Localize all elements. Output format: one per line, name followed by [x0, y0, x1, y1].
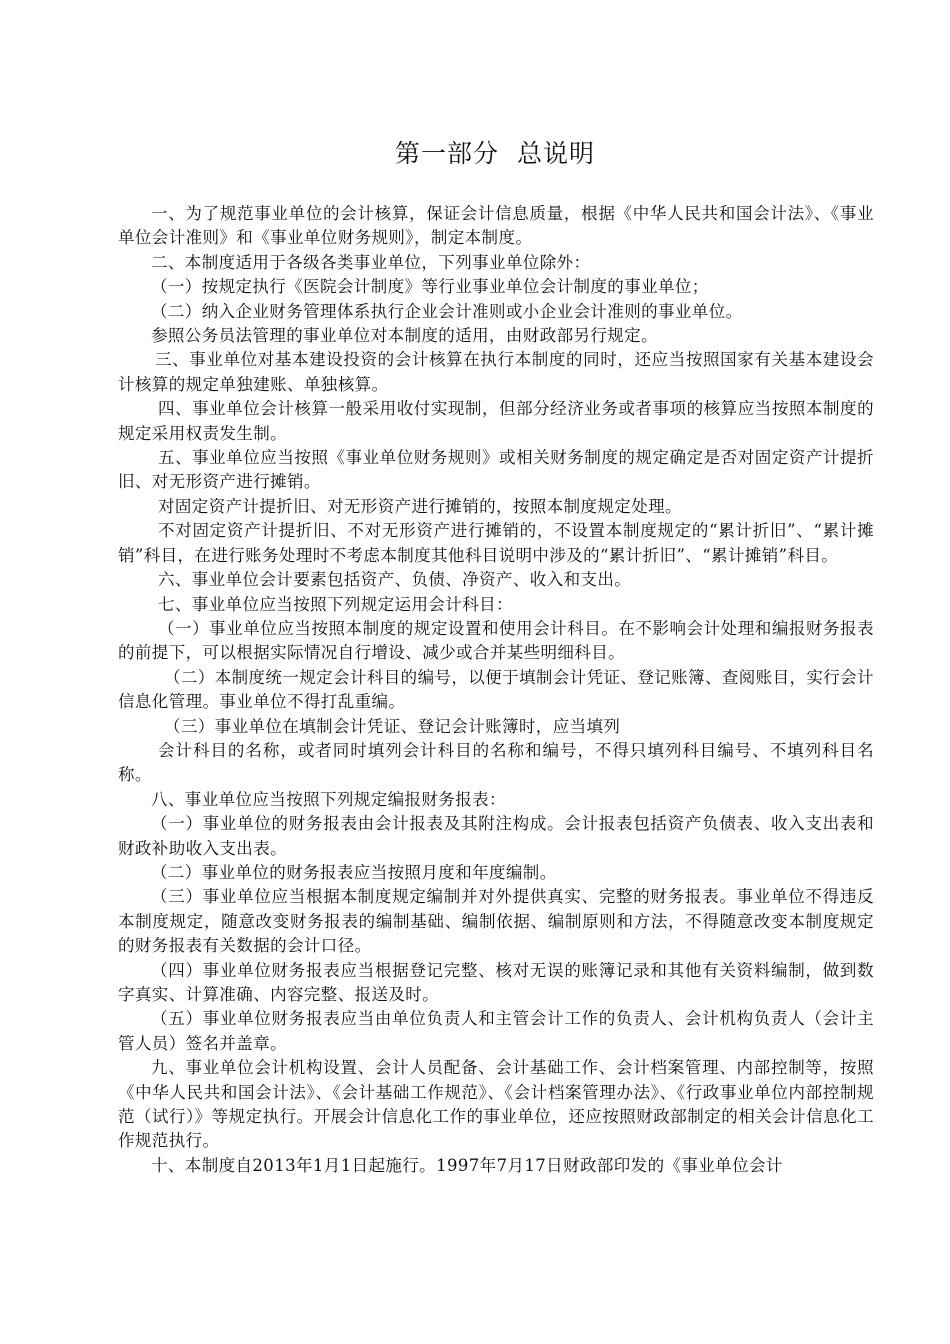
paragraph-1: 一、为了规范事业单位的会计核算，保证会计信息质量，根据《中华人民共和国会计法》、《事业单位会计准则》和《事业单位财务规则》，制定本制度。 [118, 204, 874, 248]
paragraph-18: （一）事业单位的财务报表由会计报表及其附注构成。会计报表包括资产负债表、收入支出表和财政补助收入支出表。 [118, 814, 874, 858]
paragraph-22: （五）事业单位财务报表应当由单位负责人和主管会计工作的负责人、会计机构负责人（会计主管人员）签名并盖章。 [118, 1009, 874, 1053]
paragraph-8: 五、事业单位应当按照《事业单位财务规则》或相关财务制度的规定确定是否对固定资产计提折旧、对无形资产进行摊销。 [118, 448, 874, 492]
paragraph-21: （四）事业单位财务报表应当根据登记完整、核对无误的账簿记录和其他有关资料编制，做到数字真实、计算准确、内容完整、报送及时。 [118, 960, 874, 1004]
paragraph-10: 不对固定资产计提折旧、不对无形资产进行摊销的，不设置本制度规定的“累计折旧”、“累计摊销”科目，在进行账务处理时不考虑本制度其他科目说明中涉及的“累计折旧”、“累计摊销”科目。 [118, 521, 874, 565]
paragraph-3: （一）按规定执行《医院会计制度》等行业事业单位会计制度的事业单位； [151, 277, 709, 297]
paragraph-13: （一）事业单位应当按照本制度的规定设置和使用会计科目。在不影响会计处理和编报财务报表的前提下，可以根据实际情况自行增设、减少或合并某些明细科目。 [118, 618, 874, 663]
document-body [118, 202, 874, 1178]
paragraph-24: 十、本制度自2013年1月1日起施行。1997年7月17日财政部印发的《事业单位会计 [151, 1155, 783, 1175]
paragraph-4: （二）纳入企业财务管理体系执行企业会计准则或小企业会计准则的事业单位。 [151, 301, 743, 321]
paragraph-2: 二、本制度适用于各级各类事业单位，下列事业单位除外： [151, 252, 591, 272]
paragraph-7: 四、事业单位会计核算一般采用收付实现制，但部分经济业务或者事项的核算应当按照本制度的规定采用权责发生制。 [118, 399, 874, 443]
paragraph-23: 九、事业单位会计机构设置、会计人员配备、会计基础工作、会计档案管理、内部控制等，按照《中华人民共和国会计法》、《会计基础工作规范》、《会计档案管理办法》、《行政事业单位内部控制规范（试行）》等规定执行。开展会计信息化工作的事业单位，还应按照财政部制定的相关会计信息化工作规范执行。 [118, 1058, 874, 1151]
paragraph-17: 八、事业单位应当按照下列规定编报财务报表： [151, 789, 506, 809]
paragraph-12: 七、事业单位应当按照下列规定运用会计科目： [158, 594, 513, 614]
paragraph-15: （三）事业单位在填制会计凭证、登记会计账簿时，应当填列 [164, 716, 621, 736]
paragraph-19: （二）事业单位的财务报表应当按照月度和年度编制。 [151, 862, 557, 882]
paragraph-20: （三）事业单位应当根据本制度规定编制并对外提供真实、完整的财务报表。事业单位不得违反本制度规定，随意改变财务报表的编制基础、编制依据、编制原则和方法，不得随意改变本制度规定的财务报表有关数据的会计口径。 [118, 887, 874, 956]
paragraph-16: 会计科目的名称，或者同时填列会计科目的名称和编号，不得只填列科目编号、不填列科目名称。 [118, 740, 874, 785]
paragraph-6: 三、事业单位对基本建设投资的会计核算在执行本制度的同时，还应当按照国家有关基本建设会计核算的规定单独建账、单独核算。 [118, 350, 874, 394]
paragraph-14: （二）本制度统一规定会计科目的编号，以便于填制会计凭证、登记账簿、查阅账目，实行会计信息化管理。事业单位不得打乱重编。 [118, 667, 874, 712]
paragraph-5: 参照公务员法管理的事业单位对本制度的适用，由财政部另行规定。 [151, 326, 658, 346]
paragraph-9: 对固定资产计提折旧、对无形资产进行摊销的，按照本制度规定处理。 [158, 496, 682, 516]
paragraph-11: 六、事业单位会计要素包括资产、负债、净资产、收入和支出。 [158, 570, 632, 590]
page-title: 第一部分 总说明 [395, 139, 595, 168]
